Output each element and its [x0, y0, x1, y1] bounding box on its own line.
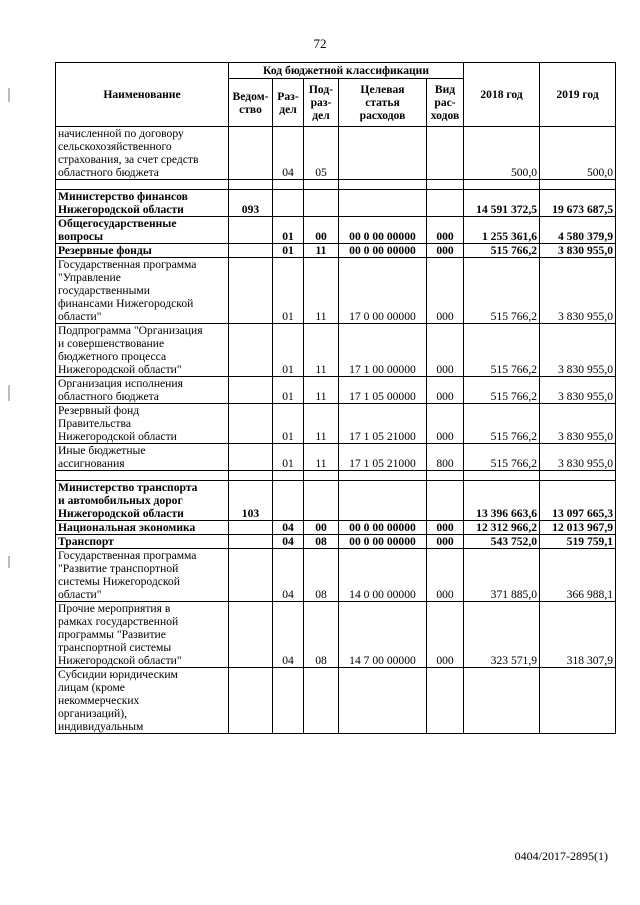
cell-target-article: 17 1 05 00000	[339, 377, 427, 404]
cell-expense-type: 000	[427, 404, 464, 444]
cell-target-article: 17 0 00 00000	[339, 258, 427, 324]
cell-amount-2018: 14 591 372,5	[464, 190, 540, 217]
cell-name	[56, 190, 229, 217]
spacer-row	[56, 471, 616, 481]
header-2019: 2019 год	[540, 63, 616, 127]
spacer-cell	[464, 471, 540, 481]
cell-target-article: 17 1 05 21000	[339, 444, 427, 471]
name-line: Нижегородской области"	[58, 363, 182, 376]
name-line: транспортной системы	[58, 641, 172, 654]
cell-vedomstvo	[229, 258, 273, 324]
cell-razdel: 04	[273, 535, 304, 549]
cell-amount-2018: 515 766,2	[464, 377, 540, 404]
table-row	[56, 324, 616, 377]
spacer-cell	[273, 471, 304, 481]
cell-razdel: 04	[273, 521, 304, 535]
table-row	[56, 481, 616, 521]
cell-razdel: 04	[273, 602, 304, 668]
header-line: Раз-	[277, 89, 299, 103]
spacer-cell	[339, 471, 427, 481]
header-line: Под-	[308, 83, 334, 96]
name-line: области"	[58, 310, 102, 323]
header-target-article	[339, 79, 427, 127]
header-line: дел	[312, 109, 330, 122]
cell-razdel: 04	[273, 127, 304, 180]
cell-name	[56, 127, 229, 180]
cell-vedomstvo	[229, 324, 273, 377]
name-line: рамках государственной	[58, 615, 179, 628]
cell-target-article: 17 1 00 00000	[339, 324, 427, 377]
cell-vedomstvo	[229, 404, 273, 444]
cell-razdel	[273, 190, 304, 217]
cell-amount-2019: 3 830 955,0	[540, 324, 616, 377]
spacer-cell	[229, 471, 273, 481]
name-line: Министерство транспорта	[58, 481, 198, 494]
table-header	[56, 63, 616, 127]
spacer-cell	[56, 471, 229, 481]
name-line: Министерство финансов	[58, 190, 188, 203]
cell-expense-type: 800	[427, 444, 464, 471]
header-name: Наименование	[56, 63, 229, 127]
name-line: программы "Развитие	[58, 628, 166, 641]
cell-name	[56, 444, 229, 471]
cell-amount-2019: 519 759,1	[540, 535, 616, 549]
cell-amount-2018: 323 571,9	[464, 602, 540, 668]
header-vedomstvo	[229, 79, 273, 127]
name-line: бюджетного процесса	[58, 350, 167, 363]
name-line: некоммерческих	[58, 694, 140, 707]
name-line: областного бюджета	[58, 390, 159, 403]
name-line: Резервные фонды	[58, 244, 152, 257]
cell-target-article: 00 0 00 00000	[339, 535, 427, 549]
name-line: Подпрограмма "Организация	[58, 324, 203, 337]
cell-amount-2019: 13 097 665,3	[540, 481, 616, 521]
header-line: рас-	[434, 96, 456, 109]
name-line: Общегосударственные	[58, 217, 177, 230]
header-line: раз-	[310, 96, 332, 109]
name-line: "Управление	[58, 271, 121, 284]
spacer-cell	[56, 180, 229, 190]
cell-vedomstvo	[229, 602, 273, 668]
cell-amount-2018: 371 885,0	[464, 549, 540, 602]
cell-podrazdel: 00	[304, 521, 339, 535]
cell-target-article	[339, 190, 427, 217]
cell-amount-2019: 366 988,1	[540, 549, 616, 602]
page-number: 72	[313, 36, 327, 51]
table-row	[56, 668, 616, 734]
name-line: Транспорт	[58, 535, 114, 548]
cell-target-article: 14 0 00 00000	[339, 549, 427, 602]
spacer-cell	[339, 180, 427, 190]
cell-vedomstvo	[229, 444, 273, 471]
cell-podrazdel: 11	[304, 244, 339, 258]
spacer-row	[56, 180, 616, 190]
spacer-cell	[464, 180, 540, 190]
cell-name	[56, 521, 229, 535]
name-line: Иные бюджетные	[58, 444, 146, 457]
name-line: лицам (кроме	[58, 681, 125, 694]
cell-expense-type: 000	[427, 535, 464, 549]
name-line: страхования, за счет средств	[58, 153, 199, 166]
cell-amount-2019: 3 830 955,0	[540, 444, 616, 471]
name-line: области"	[58, 588, 102, 601]
cell-podrazdel	[304, 190, 339, 217]
cell-expense-type: 000	[427, 602, 464, 668]
cell-expense-type: 000	[427, 217, 464, 244]
name-line: и автомобильных дорог	[58, 494, 183, 507]
cell-vedomstvo: 103	[229, 481, 273, 521]
cell-amount-2019: 3 830 955,0	[540, 404, 616, 444]
cell-name	[56, 244, 229, 258]
cell-vedomstvo	[229, 521, 273, 535]
name-line: Прочие мероприятия в	[58, 602, 171, 615]
cell-target-article: 00 0 00 00000	[339, 217, 427, 244]
cell-name	[56, 377, 229, 404]
cell-podrazdel: 08	[304, 549, 339, 602]
header-expense-type	[427, 79, 464, 127]
table-row	[56, 258, 616, 324]
spacer-cell	[229, 180, 273, 190]
cell-expense-type	[427, 481, 464, 521]
budget-table	[55, 62, 616, 734]
cell-razdel	[273, 668, 304, 734]
name-line: Государственная программа	[58, 258, 197, 271]
cell-name	[56, 535, 229, 549]
scan-margin-mark	[8, 385, 10, 401]
cell-razdel: 01	[273, 244, 304, 258]
cell-amount-2019: 3 830 955,0	[540, 244, 616, 258]
cell-target-article: 00 0 00 00000	[339, 521, 427, 535]
cell-vedomstvo: 093	[229, 190, 273, 217]
cell-vedomstvo	[229, 217, 273, 244]
cell-podrazdel: 08	[304, 535, 339, 549]
name-line: Национальная экономика	[58, 521, 196, 534]
cell-amount-2018	[464, 668, 540, 734]
cell-razdel	[273, 481, 304, 521]
cell-target-article	[339, 127, 427, 180]
cell-expense-type: 000	[427, 258, 464, 324]
cell-name	[56, 217, 229, 244]
cell-amount-2019: 318 307,9	[540, 602, 616, 668]
cell-expense-type: 000	[427, 377, 464, 404]
cell-amount-2018: 1 255 361,6	[464, 217, 540, 244]
cell-vedomstvo	[229, 668, 273, 734]
name-line: областного бюджета	[58, 166, 159, 179]
header-line: ство	[239, 102, 262, 116]
header-line: дел	[279, 102, 297, 116]
header-podrazdel	[304, 79, 339, 127]
spacer-cell	[304, 471, 339, 481]
name-line: сельскохозяйственного	[58, 140, 172, 153]
cell-podrazdel: 11	[304, 444, 339, 471]
cell-amount-2018: 13 396 663,6	[464, 481, 540, 521]
name-line: и совершенствование	[58, 337, 165, 350]
cell-razdel: 01	[273, 377, 304, 404]
name-line: финансами Нижегородской	[58, 297, 194, 310]
table-row	[56, 602, 616, 668]
cell-amount-2019	[540, 668, 616, 734]
cell-expense-type	[427, 190, 464, 217]
name-line: Государственная программа	[58, 549, 197, 562]
cell-amount-2018: 515 766,2	[464, 258, 540, 324]
table-row	[56, 217, 616, 244]
name-line: ассигнования	[58, 457, 125, 470]
table-row	[56, 127, 616, 180]
cell-amount-2019: 3 830 955,0	[540, 377, 616, 404]
cell-expense-type: 000	[427, 244, 464, 258]
cell-amount-2019: 4 580 379,9	[540, 217, 616, 244]
cell-razdel: 01	[273, 324, 304, 377]
cell-name	[56, 324, 229, 377]
name-line: индивидуальным	[58, 720, 144, 733]
header-line: расходов	[359, 109, 406, 122]
cell-vedomstvo	[229, 377, 273, 404]
header-line: ходов	[430, 109, 460, 122]
header-code-group: Код бюджетной классификации	[229, 63, 464, 79]
table-row	[56, 521, 616, 535]
header-line: Вид	[434, 83, 456, 96]
name-line: организаций),	[58, 707, 128, 720]
cell-expense-type	[427, 127, 464, 180]
cell-amount-2018: 515 766,2	[464, 324, 540, 377]
cell-expense-type: 000	[427, 324, 464, 377]
header-line: Целевая	[360, 83, 405, 96]
cell-amount-2018: 500,0	[464, 127, 540, 180]
cell-podrazdel: 08	[304, 602, 339, 668]
table-row	[56, 549, 616, 602]
cell-expense-type: 000	[427, 521, 464, 535]
table-body	[56, 127, 616, 734]
header-line: Ведом-	[232, 89, 269, 103]
name-line: Резервный фонд	[58, 404, 140, 417]
cell-podrazdel: 11	[304, 377, 339, 404]
spacer-cell	[427, 471, 464, 481]
table-row	[56, 535, 616, 549]
cell-amount-2019: 19 673 687,5	[540, 190, 616, 217]
cell-podrazdel: 11	[304, 404, 339, 444]
cell-expense-type	[427, 668, 464, 734]
cell-target-article: 17 1 05 21000	[339, 404, 427, 444]
cell-razdel: 01	[273, 217, 304, 244]
header-line: статья	[365, 96, 400, 109]
name-line: "Развитие транспортной	[58, 562, 179, 575]
header-razdel	[273, 79, 304, 127]
cell-target-article	[339, 668, 427, 734]
cell-vedomstvo	[229, 127, 273, 180]
cell-amount-2018: 12 312 966,2	[464, 521, 540, 535]
cell-name	[56, 481, 229, 521]
cell-amount-2019: 500,0	[540, 127, 616, 180]
name-line: Нижегородской области	[58, 203, 184, 216]
cell-podrazdel	[304, 668, 339, 734]
cell-podrazdel: 00	[304, 217, 339, 244]
cell-amount-2019: 3 830 955,0	[540, 258, 616, 324]
cell-name	[56, 258, 229, 324]
table-row	[56, 404, 616, 444]
name-line: Нижегородской области	[58, 507, 184, 520]
table-row	[56, 377, 616, 404]
cell-podrazdel	[304, 481, 339, 521]
cell-vedomstvo	[229, 244, 273, 258]
cell-amount-2018: 515 766,2	[464, 244, 540, 258]
cell-razdel: 01	[273, 444, 304, 471]
cell-podrazdel: 05	[304, 127, 339, 180]
cell-vedomstvo	[229, 535, 273, 549]
name-line: Нижегородской области	[58, 430, 177, 443]
cell-amount-2018: 543 752,0	[464, 535, 540, 549]
cell-target-article	[339, 481, 427, 521]
scan-margin-mark	[8, 556, 10, 568]
cell-expense-type: 000	[427, 549, 464, 602]
cell-razdel: 01	[273, 404, 304, 444]
name-line: начисленной по договору	[58, 127, 184, 140]
cell-amount-2019: 12 013 967,9	[540, 521, 616, 535]
spacer-cell	[427, 180, 464, 190]
table-row	[56, 190, 616, 217]
spacer-cell	[304, 180, 339, 190]
name-line: вопросы	[58, 230, 104, 243]
document-code: 0404/2017-2895(1)	[514, 849, 608, 863]
name-line: Субсидии юридическим	[58, 668, 178, 681]
cell-podrazdel: 11	[304, 258, 339, 324]
cell-name	[56, 549, 229, 602]
cell-amount-2018: 515 766,2	[464, 444, 540, 471]
cell-razdel: 01	[273, 258, 304, 324]
name-line: Правительства	[58, 417, 131, 430]
name-line: государственными	[58, 284, 150, 297]
table-row	[56, 244, 616, 258]
spacer-cell	[540, 471, 616, 481]
scan-margin-mark	[8, 88, 10, 102]
cell-name	[56, 602, 229, 668]
cell-name	[56, 404, 229, 444]
cell-razdel: 04	[273, 549, 304, 602]
cell-name	[56, 668, 229, 734]
cell-target-article: 14 7 00 00000	[339, 602, 427, 668]
spacer-cell	[273, 180, 304, 190]
name-line: системы Нижегородской	[58, 575, 180, 588]
header-2018: 2018 год	[464, 63, 540, 127]
cell-vedomstvo	[229, 549, 273, 602]
table-row	[56, 444, 616, 471]
name-line: Нижегородской области"	[58, 654, 182, 667]
cell-target-article: 00 0 00 00000	[339, 244, 427, 258]
cell-podrazdel: 11	[304, 324, 339, 377]
spacer-cell	[540, 180, 616, 190]
name-line: Организация исполнения	[58, 377, 183, 390]
cell-amount-2018: 515 766,2	[464, 404, 540, 444]
